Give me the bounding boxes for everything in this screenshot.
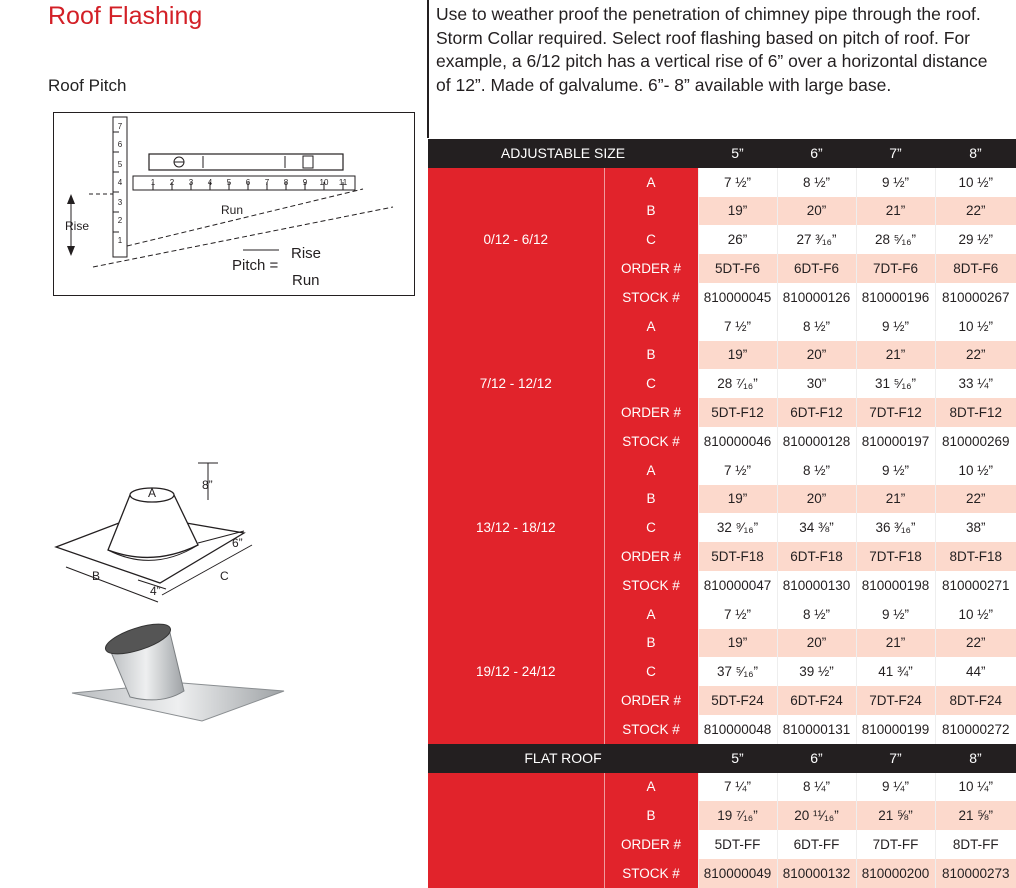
- table-cell: 8DT-F24: [935, 686, 1016, 715]
- table-cell: 21”: [856, 341, 935, 370]
- row-label: ORDER #: [604, 542, 698, 571]
- table-cell: 9 ¼”: [856, 773, 935, 802]
- table-cell: 8DT-FF: [935, 830, 1016, 859]
- table-cell: 19 ⁷⁄₁₆”: [698, 801, 777, 830]
- table-cell: 22”: [935, 197, 1016, 226]
- size-header: 8”: [935, 139, 1016, 168]
- size-header: 8”: [935, 744, 1016, 773]
- adjustable-size-label: ADJUSTABLE SIZE: [428, 139, 698, 168]
- row-label: ORDER #: [604, 686, 698, 715]
- ruler-number: 8: [283, 178, 289, 187]
- pitch-formula-run: Run: [292, 272, 320, 289]
- table-cell: 41 ¾”: [856, 657, 935, 686]
- table-row: [428, 456, 1016, 485]
- rise-label: Rise: [65, 219, 90, 233]
- table-cell: 36 ³⁄₁₆”: [856, 513, 935, 542]
- run-label: Run: [221, 203, 244, 217]
- table-cell: 810000269: [935, 427, 1016, 456]
- table-cell: 39 ½”: [777, 657, 856, 686]
- vertical-ruler-number: 5: [117, 160, 123, 169]
- table-row: [428, 312, 1016, 341]
- table-cell: 28 ⁷⁄₁₆”: [698, 369, 777, 398]
- roof-pitch-diagram: [53, 112, 415, 298]
- table-cell: 810000046: [698, 427, 777, 456]
- ruler-number: 10: [319, 178, 329, 187]
- vertical-ruler-number: 6: [117, 140, 123, 149]
- table-cell: 19”: [698, 197, 777, 226]
- ruler-number: 6: [245, 178, 251, 187]
- table-cell: 20 ¹¹⁄₁₆”: [777, 801, 856, 830]
- row-label: B: [604, 801, 698, 830]
- ruler-number: 9: [302, 178, 308, 187]
- ruler-number: 4: [207, 178, 213, 187]
- table-cell: 5DT-FF: [698, 830, 777, 859]
- table-cell: 19”: [698, 629, 777, 658]
- table-cell: 6DT-F12: [777, 398, 856, 427]
- table-cell: 8 ½”: [777, 312, 856, 341]
- table-row: [428, 600, 1016, 629]
- table-cell: 810000130: [777, 571, 856, 600]
- table-cell: 33 ¼”: [935, 369, 1016, 398]
- vertical-ruler-number: 1: [117, 236, 123, 245]
- table-cell: 20”: [777, 485, 856, 514]
- table-cell: 6DT-F24: [777, 686, 856, 715]
- ruler-number: 11: [338, 178, 348, 187]
- table-cell: 9 ½”: [856, 456, 935, 485]
- row-label: B: [604, 629, 698, 658]
- pitch-group-label: 19/12 - 24/12: [428, 600, 604, 744]
- table-cell: 7DT-F6: [856, 254, 935, 283]
- row-label: ORDER #: [604, 398, 698, 427]
- table-cell: 810000196: [856, 283, 935, 312]
- table-cell: 37 ⁵⁄₁₆”: [698, 657, 777, 686]
- vertical-ruler-number: 3: [117, 198, 123, 207]
- table-cell: 810000048: [698, 715, 777, 744]
- table-cell: 19”: [698, 341, 777, 370]
- row-label: B: [604, 485, 698, 514]
- table-cell: 27 ³⁄₁₆”: [777, 225, 856, 254]
- table-cell: 20”: [777, 197, 856, 226]
- table-cell: 810000198: [856, 571, 935, 600]
- dimension-6-label: 6”: [232, 536, 243, 550]
- table-cell: 5DT-F12: [698, 398, 777, 427]
- table-cell: 810000272: [935, 715, 1016, 744]
- row-label: STOCK #: [604, 715, 698, 744]
- table-cell: 21”: [856, 197, 935, 226]
- pitch-formula-rise: Rise: [291, 245, 322, 262]
- table-cell: 810000271: [935, 571, 1016, 600]
- table-cell: 6DT-F6: [777, 254, 856, 283]
- row-label: A: [604, 168, 698, 197]
- table-cell: 28 ⁵⁄₁₆”: [856, 225, 935, 254]
- table-cell: 7 ½”: [698, 600, 777, 629]
- table-cell: 10 ¼”: [935, 773, 1016, 802]
- table-cell: 810000197: [856, 427, 935, 456]
- table-cell: 5DT-F6: [698, 254, 777, 283]
- table-cell: 810000045: [698, 283, 777, 312]
- size-header: 6”: [777, 139, 856, 168]
- table-row: [428, 168, 1016, 197]
- table-cell: 8 ½”: [777, 456, 856, 485]
- pitch-group-label: 7/12 - 12/12: [428, 312, 604, 456]
- table-cell: 21”: [856, 485, 935, 514]
- table-cell: 10 ½”: [935, 312, 1016, 341]
- row-label: STOCK #: [604, 859, 698, 888]
- table-cell: 38”: [935, 513, 1016, 542]
- size-header: 7”: [856, 744, 935, 773]
- roof-pitch-heading: Roof Pitch: [48, 76, 127, 95]
- dimension-b-label: B: [92, 569, 101, 583]
- table-cell: 10 ½”: [935, 456, 1016, 485]
- ruler-number: 5: [226, 178, 232, 187]
- table-cell: 9 ½”: [856, 168, 935, 197]
- adjustable-size-header-row: [428, 139, 1016, 168]
- row-label: STOCK #: [604, 427, 698, 456]
- table-cell: 21 ⅝”: [856, 801, 935, 830]
- table-cell: 22”: [935, 485, 1016, 514]
- row-label: STOCK #: [604, 283, 698, 312]
- table-cell: 10 ½”: [935, 600, 1016, 629]
- ruler-number: 1: [150, 178, 156, 187]
- table-cell: 22”: [935, 341, 1016, 370]
- pitch-group-label: 0/12 - 6/12: [428, 168, 604, 312]
- table-cell: 9 ½”: [856, 312, 935, 341]
- table-cell: 810000200: [856, 859, 935, 888]
- size-header: 7”: [856, 139, 935, 168]
- table-row: [428, 773, 1016, 802]
- table-cell: 810000132: [777, 859, 856, 888]
- table-cell: 8DT-F18: [935, 542, 1016, 571]
- dimension-4-label: 4”: [150, 584, 161, 598]
- table-cell: 6DT-F18: [777, 542, 856, 571]
- product-description: Use to weather proof the penetration of chimney pipe through the roof. Storm Collar required. Select roof flashing based on pitch of roof. For example, a 6/12 pitch has a vertical rise of 6” over a horizontal distance of 12”. Made of galvalume. 6”- 8” available with large base.: [436, 4, 988, 95]
- divider-line: [427, 0, 429, 138]
- table-cell: 19”: [698, 485, 777, 514]
- vertical-ruler-number: 7: [117, 122, 123, 131]
- table-cell: 7DT-F18: [856, 542, 935, 571]
- table-cell: 34 ⅜”: [777, 513, 856, 542]
- table-cell: 44”: [935, 657, 1016, 686]
- row-label: ORDER #: [604, 254, 698, 283]
- table-cell: 7DT-F24: [856, 686, 935, 715]
- row-label: C: [604, 657, 698, 686]
- table-cell: 32 ⁹⁄₁₆”: [698, 513, 777, 542]
- table-cell: 9 ½”: [856, 600, 935, 629]
- table-cell: 20”: [777, 341, 856, 370]
- table-cell: 6DT-FF: [777, 830, 856, 859]
- dimension-8-label: 8”: [202, 478, 213, 492]
- table-cell: 22”: [935, 629, 1016, 658]
- table-cell: 810000126: [777, 283, 856, 312]
- table-cell: 810000273: [935, 859, 1016, 888]
- table-cell: 8DT-F12: [935, 398, 1016, 427]
- flat-roof-label: FLAT ROOF: [428, 744, 698, 773]
- table-cell: 7DT-FF: [856, 830, 935, 859]
- vertical-ruler-number: 4: [117, 178, 123, 187]
- size-header: 6”: [777, 744, 856, 773]
- table-cell: 21”: [856, 629, 935, 658]
- dimension-c-label: C: [220, 569, 229, 583]
- table-cell: 21 ⅝”: [935, 801, 1016, 830]
- flat-roof-header-row: [428, 744, 1016, 773]
- table-cell: 810000131: [777, 715, 856, 744]
- row-label: B: [604, 341, 698, 370]
- row-label: ORDER #: [604, 830, 698, 859]
- table-cell: 7 ½”: [698, 456, 777, 485]
- ruler-number: 2: [169, 178, 175, 187]
- row-label: STOCK #: [604, 571, 698, 600]
- table-cell: 31 ⁵⁄₁₆”: [856, 369, 935, 398]
- row-label: A: [604, 312, 698, 341]
- table-cell: 7 ½”: [698, 168, 777, 197]
- row-label: A: [604, 456, 698, 485]
- table-cell: 5DT-F18: [698, 542, 777, 571]
- table-cell: 26”: [698, 225, 777, 254]
- row-label: C: [604, 225, 698, 254]
- table-cell: 7 ¼”: [698, 773, 777, 802]
- row-label: A: [604, 773, 698, 802]
- size-header: 5”: [698, 139, 777, 168]
- row-label: B: [604, 197, 698, 226]
- row-label: A: [604, 600, 698, 629]
- table-cell: 20”: [777, 629, 856, 658]
- table-cell: 5DT-F24: [698, 686, 777, 715]
- table-cell: 8 ¼”: [777, 773, 856, 802]
- table-cell: 810000049: [698, 859, 777, 888]
- flashing-dimension-drawing: [48, 455, 278, 605]
- row-label: C: [604, 369, 698, 398]
- table-cell: 7DT-F12: [856, 398, 935, 427]
- table-cell: 810000047: [698, 571, 777, 600]
- roof-flashing-photo: [72, 625, 312, 725]
- ruler-number: 3: [188, 178, 194, 187]
- table-cell: 810000128: [777, 427, 856, 456]
- table-cell: 10 ½”: [935, 168, 1016, 197]
- table-cell: 8DT-F6: [935, 254, 1016, 283]
- table-cell: 7 ½”: [698, 312, 777, 341]
- table-cell: 810000199: [856, 715, 935, 744]
- table-cell: 8 ½”: [777, 600, 856, 629]
- dimension-a-label: A: [148, 486, 157, 500]
- table-cell: 30”: [777, 369, 856, 398]
- table-cell: 8 ½”: [777, 168, 856, 197]
- row-label: C: [604, 513, 698, 542]
- flat-roof-group-cell: [428, 773, 604, 888]
- pitch-group-label: 13/12 - 18/12: [428, 456, 604, 600]
- table-cell: 29 ½”: [935, 225, 1016, 254]
- pitch-formula-prefix: Pitch =: [232, 257, 279, 274]
- ruler-number: 7: [264, 178, 270, 187]
- table-cell: 810000267: [935, 283, 1016, 312]
- roof-flashing-spec-table: [428, 139, 1016, 888]
- vertical-ruler-number: 2: [117, 216, 123, 225]
- size-header: 5”: [698, 744, 777, 773]
- page-title: Roof Flashing: [48, 2, 203, 30]
